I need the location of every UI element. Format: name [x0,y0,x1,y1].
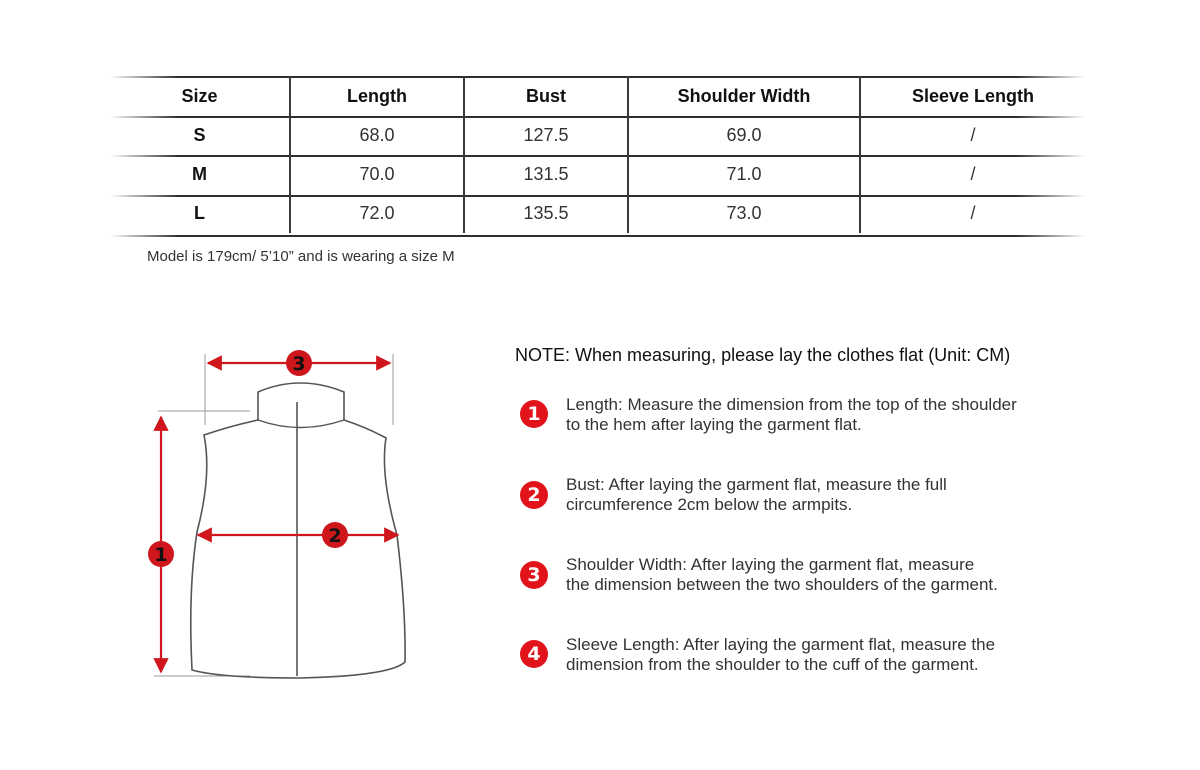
note-text [566,395,1106,435]
marker-3-label: 3 [292,353,306,375]
number-2-icon: 2 [520,481,548,509]
size-table [110,76,1085,233]
table-cell: 69.0 [628,116,860,155]
table-cell: / [860,155,1085,194]
table-cell: 72.0 [290,194,464,233]
marker-3 [286,350,312,376]
size-cell: S [110,116,290,155]
table-cell: / [860,194,1085,233]
table-row [110,155,1085,194]
note-line: Bust: After laying the garment flat, measure the full [566,475,947,494]
note-text [566,635,1106,675]
table-cell: 68.0 [290,116,464,155]
collar-line [258,420,344,428]
size-cell: M [110,155,290,194]
note-line: circumference 2cm below the armpits. [566,495,853,514]
model-note: Model is 179cm/ 5’10” and is wearing a size M [147,248,455,265]
note-line: to the hem after laying the garment flat. [566,415,862,434]
table-row [110,194,1085,233]
note-title: NOTE: When measuring, please lay the clothes flat (Unit: CM) [515,345,1011,365]
number-3-icon: 3 [520,561,548,589]
note-line: dimension from the shoulder to the cuff of the garment. [566,655,979,674]
note-line: Length: Measure the dimension from the top of the shoulder [566,395,1017,414]
column-header: Shoulder Width [628,76,860,116]
table-cell: 70.0 [290,155,464,194]
note-line: Shoulder Width: After laying the garment flat, measure [566,555,975,574]
table-cell: / [860,116,1085,155]
table-cell: 135.5 [464,194,628,233]
table-header-row [110,76,1085,116]
table-bottom-rule [110,235,1085,237]
table-cell: 131.5 [464,155,628,194]
note-line: the dimension between the two shoulders of the garment. [566,575,998,594]
vest-illustration [140,340,430,690]
table-cell: 127.5 [464,116,628,155]
column-header: Sleeve Length [860,76,1085,116]
vest-diagram [140,340,430,690]
number-1-icon: 1 [520,400,548,428]
note-line: Sleeve Length: After laying the garment flat, measure the [566,635,996,654]
marker-2-label: 2 [328,525,342,547]
marker-2 [322,522,348,548]
column-header: Size [110,76,290,116]
number-4-icon: 4 [520,640,548,668]
marker-1-label: 1 [154,544,168,566]
table-cell: 71.0 [628,155,860,194]
column-header: Bust [464,76,628,116]
marker-1 [148,541,174,567]
size-cell: L [110,194,290,233]
note-text [566,555,1106,595]
table-cell: 73.0 [628,194,860,233]
column-header: Length [290,76,464,116]
table-row [110,116,1085,155]
note-text [566,475,1106,515]
